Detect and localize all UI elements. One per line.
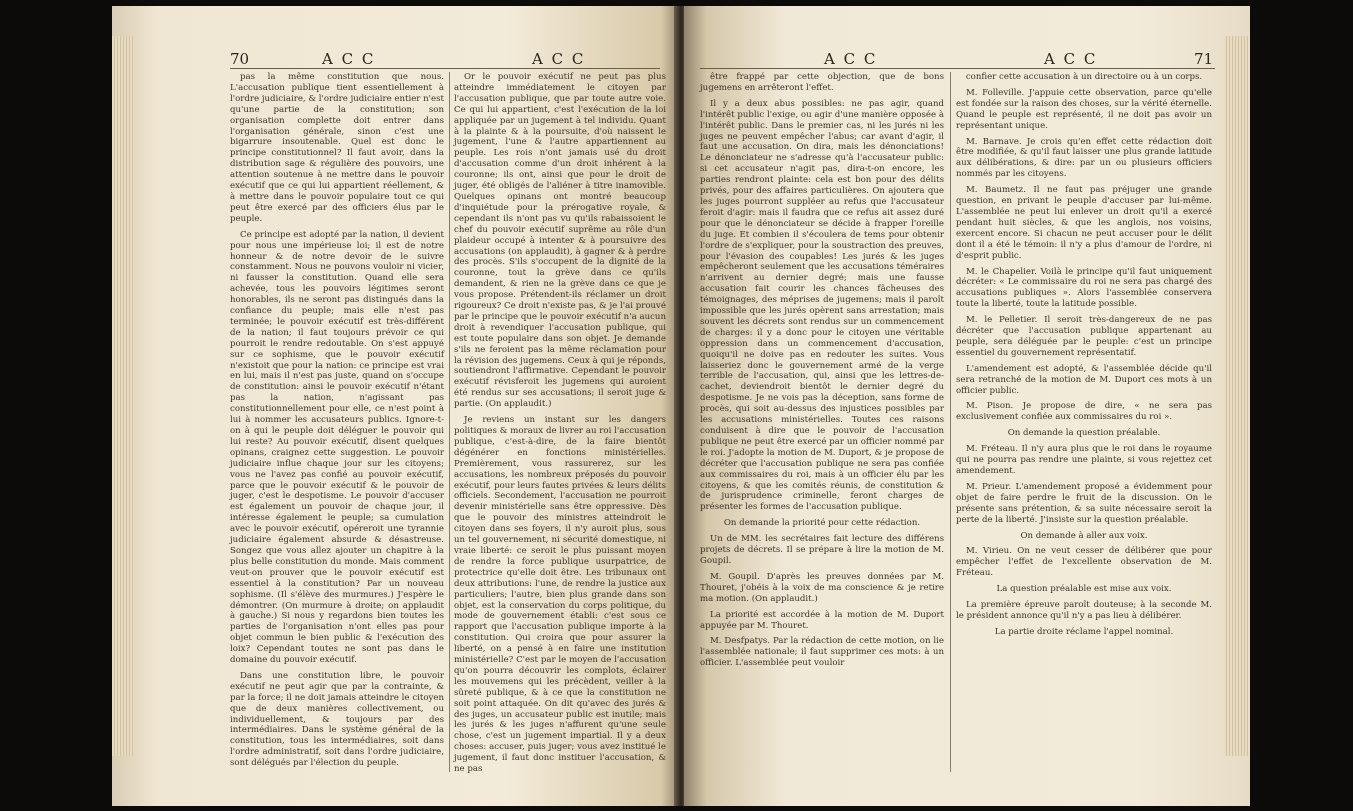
book-spread	[112, 6, 1250, 806]
running-head: A C C	[824, 50, 878, 68]
header-rule	[230, 68, 660, 69]
paragraph: La partie droite réclame l'appel nominal.	[994, 626, 1174, 637]
paragraph: M. Fréteau. Il n'y aura plus que le roi dans le royaume qui ne pourra pas rendre une plainte, si vous rejettez cet amendement.	[956, 444, 1212, 476]
paragraph: On demande la question préalable.	[1007, 428, 1161, 439]
paragraph: Je reviens un instant sur les dangers politiques & moraux de livrer au roi l'accusation publique, c'est-à-dire, de la faire bientôt dégénérer en fonctions ministérielles. Premièrement, vous rassurerez, sur les accusations, les nombreux préposés du pouvoir exécutif, pour leurs fautes privées & leurs délits officiels. Secondement, l'accusation ne pourroit devenir ministérielle sans être oppressive. Dès que le pouvoir des ministres atteindroit le citoyen dans ses foyers, il n'y auroit plus, sous un tel gouvernement, ni sécurité domestique, ni vraie liberté: ce seroit le plus puissant moyen de rendre la force publique usurpatrice, de protectrice qu'elle doit être. Les tribunaux ont deux attributions: l'une, de rendre la justice aux particuliers; l'autre, bien plus grande dans son objet, est la conservation du corps politique, du mode de gouvernement établi: c'est sous ce rapport que l'accusation publique importe à la constitution. Qui croira que pour assurer la liberté, on a pensé à en faire une institution ministérielle? C'est par le moyen de l'accusation qu'on pourra découvrir les complots, éclairer les mouvemens qui les précèdent, veiller à la sûreté publique, & à ce que la constitution ne soit point attaquée. On dit qu'avec des jurés & des juges, un accusateur public est inutile; mais les jurés & les juges n'affurent qu'une seule chose, c'est un jugement impartial. Il y a deux choses: accuser, puis juger; vous avez institué le jugement, il faut donc instituer l'accusation, & ne pas	[454, 415, 666, 775]
paragraph: On demande à aller aux voix.	[1020, 530, 1148, 541]
paragraph: La priorité est accordée à la motion de M. Duport appuyée par M. Thouret.	[700, 609, 944, 631]
page-edges	[1224, 36, 1250, 756]
paragraph: L'amendement est adopté, & l'assemblée décide qu'il sera retranché de la motion de M. Duport ces mots à un officier public.	[956, 363, 1212, 396]
paragraph: M. Folleville. J'appuie cette observation, parce qu'elle est fondée sur la raison des choses, sur la vérité éternelle. Quand le peuple est représenté, il ne doit pas avoir un représentant unique.	[956, 87, 1212, 131]
running-head: A C C	[1044, 50, 1098, 68]
page-number: 71	[1194, 50, 1214, 68]
paragraph: M. Virieu. On ne veut cesser de délibérer que pour empêcher l'effet de l'excellente observation de M. Fréteau.	[956, 546, 1212, 579]
text-column	[230, 72, 444, 802]
paragraph: M. le Chapelier. Voilà le principe qu'il faut uniquement décréter: « Le commissaire du roi ne sera pas chargé des accusations publiques ». Alors l'assemblée conservera toute la liberté, toute la latitude possible.	[956, 266, 1212, 310]
paragraph: La question préalable est mise aux voix.	[996, 584, 1172, 595]
paragraph: Dans une constitution libre, le pouvoir exécutif ne peut agir que par la contrainte, & par la force; il ne doit jamais atteindre le citoyen que de deux manières collectivement, ou individuellement, & toujours par des intermédiaires. Dans le système général de la constitution, tous les intermédiaires, soit dans l'ordre administratif, soit dans l'ordre judiciaire, sont délégués par l'élection du peuple.	[230, 670, 444, 769]
paragraph: confier cette accusation à un directoire ou à un corps.	[965, 72, 1203, 82]
paragraph: Or le pouvoir exécutif ne peut pas plus atteindre immédiatement le citoyen par l'accusation publique, que par toute autre voie. Ce qui lui appartient, c'est l'exécution de la loi appliquée par un jugement à tel individu. Quant à la plainte & à la poursuite, d'où naissent le jugement, l'une & l'autre appartiennent au peuple. Les rois n'ont jamais usé du droit d'accusation comme d'un droit inhérent à la couronne; ils ont, ainsi que pour le droit de juger, été obligés de l'aliéner à titre inamovible. Quelques opinans ont montré beaucoup d'inquiétude pour la prérogative royale, & cependant ils n'ont pas vu qu'ils rabaissoient le chef du pouvoir exécutif suprême au rôle d'un plaideur occupé à intenter & à poursuivre des accusations (on applaudit), à gagner & à perdre des procès. S'ils s'occupent de la dignité de la couronne, tout la grève dans ce qu'ils demandent, & rien ne la grève dans ce que je vous propose. Prétendent-ils réclamer un droit rigoureux? Ce droit n'existe pas, & je l'ai prouvé par le principe que le pouvoir exécutif n'a aucun droit à revendiquer l'accusation publique, qui est toute populaire dans son objet. Je demande s'ils ne feroient pas la même réclamation pour la révision des jugemens. Ceux à qui je réponds, soutiendront l'affirmative. Cependant le pouvoir exécutif révisferoit les jugemens qui auroient été rendus sur ses accusations; il seroit juge & partie. (On applaudit.)	[454, 72, 666, 410]
right-page	[684, 6, 1250, 806]
left-page	[112, 6, 678, 806]
paragraph: Un de MM. les secrétaires fait lecture des différens projets de décrets. Il se prépare à lire la motion de M. Goupil.	[700, 534, 944, 566]
running-head: A C C	[532, 50, 586, 68]
paragraph: M. Desfpatys. Par la rédaction de cette motion, on lie l'assemblée nationale; il faut supprimer ces mots: à un officier. L'assemblée peut vouloir	[700, 636, 944, 669]
paragraph: M. Prieur. L'amendement proposé a évidemment pour objet de faire perdre le fruit de la discussion. On le présente sans prétention, & sa suite nécessaire seroit la perte de la liberté. J'insiste sur la question préalable.	[956, 481, 1212, 525]
running-head: A C C	[322, 50, 376, 68]
paragraph: Ce principe est adopté par la nation, il devient pour nous une impérieuse loi; il est de notre honneur & de notre devoir de le suivre constamment. Nous ne pouvons vouloir ni vicier, ni fausser la constitution. Quand elle sera achevée, tous les pouvoirs légitimes seront honorables, ils ne seront pas distingués dans la confiance du peuple; mais elle n'est pas terminée; le pouvoir exécutif est très-différent de la nation; il faut toujours prévoir ce qui pourroit le rendre redoutable. On s'est appuyé sur ce sophisme, que le pouvoir exécutif n'existoit que pour la nation: ce principe est vrai en lui, mais il n'est pas juste, quand on s'occupe de constitution: ainsi le pouvoir exécutif n'étant pas la nation, n'agissant pas constitutionnellement pour elle, ce n'est point à lui à nommer les accusateurs publics. Ignore-t-on à qui le peuple doit déléguer le pouvoir qui lui reste? Au pouvoir exécutif, disent quelques opinans, craignez cette suggestion. Le pouvoir judiciaire influe chaque jour sur les citoyens; vous ne l'avez pas confié au pouvoir exécutif, parce que le pouvoir exécutif & le pouvoir de juger, c'est le despotisme. Le pouvoir d'accuser est également un pouvoir de chaque jour, il intéresse également le peuple; sa cumulation avec le pouvoir exécutif, opéreroit une tyrannie judiciaire également absurde & désastreuse. Songez que vous allez ajouter un chapitre à la plus belle constitution du monde. Mais comment veut-on prouver que le pouvoir exécutif est essentiel à la constitution? Par un nouveau sophisme. (Il s'élève des murmures.) J'espère le démontrer. (On murmure à droite; on applaudit à gauche.) Si nous y regardons bien toutes les parties de l'organisation n'ont elles pas pour objet commun le bien public & l'exécution des loix? Cependant toutes ne sont pas dans le domaine du pouvoir exécutif.	[230, 229, 444, 666]
column-rule	[449, 72, 450, 772]
paragraph: M. Baumetz. Il ne faut pas préjuger une grande question, en privant le peuple d'accuser par lui-même. L'assemblée ne peut lui enlever un droit qu'il a exercé pendant huit siècles, & que les anglois, nos voisins, exercent encore. Si chacun ne peut accuser pour le délit dont il a été le témoin: il n'y a plus d'amour de l'ordre, ni d'esprit public.	[956, 185, 1212, 261]
page-number: 70	[230, 50, 250, 68]
paragraph: M. le Pelletier. Il seroit très-dangereux de ne pas décréter que l'accusation publique appartenant au peuple, sera déléguée par le peuple: c'est un principe essentiel du gouvernement représentatif.	[956, 315, 1212, 358]
paragraph: M. Pison. Je propose de dire, « ne sera pas exclusivement confiée aux commissaires du roi ».	[956, 401, 1212, 423]
paragraph: M. Goupil. D'après les preuves données par M. Thouret, j'obéis à la voix de ma conscience & je retire ma motion. (On applaudit.)	[700, 571, 944, 604]
text-column	[700, 72, 944, 802]
text-column	[454, 72, 666, 802]
header-rule	[700, 68, 1215, 69]
paragraph: pas la même constitution que nous. L'accusation publique tient essentiellement à l'ordre judiciaire, & l'ordre judiciaire entier n'est qu'une partie de la constitution; son organisation complette doit entrer dans l'organisation générale, sinon c'est une bigarrure insoutenable. Quel est donc le principe constitutionnel? Il faut avoir, dans la distribution sage & régulière des pouvoirs, une attention soutenue à ne mettre dans le pouvoir exécutif que ce qui lui appartient réellement, & à mettre dans le pouvoir populaire tout ce qui peut être exercé par des officiers élus par le peuple.	[230, 72, 444, 224]
paragraph: La première épreuve paroît douteuse; à la seconde M. le président annonce qu'il n'y a pas lieu à délibérer.	[956, 600, 1212, 621]
paragraph: être frappé par cette objection, que de bons jugemens en arrêteront l'effet.	[700, 72, 944, 93]
text-column	[956, 72, 1212, 802]
column-rule	[950, 72, 951, 772]
paragraph: M. Barnave. Je crois qu'en effet cette rédaction doit être modifiée, & qu'il faut laisser une plus grande latitude aux délibérations, & dire: par un ou plusieurs officiers nommés par les citoyens.	[956, 136, 1212, 180]
paragraph: Il y a deux abus possibles: ne pas agir, quand l'intérêt public l'exige, ou agir d'une manière opposée à l'intérêt public. Dans le premier cas, ni les jurés ni les juges ne peuvent empêcher l'abus; car avant d'agir, il faut une accusation. On dira, mais les dénonciations! Le dénonciateur ne s'adresse qu'à l'accusateur public: si cet accusateur n'agit pas, dira-t-on encore, les parties rendront plainte: cela est bon pour des délits privés, pour des affaires particulières. On ajoutera que les juges pourront suppléer au refus que l'accusateur feroit d'agir: mais il faudra que ce refus ait assez duré pour que le dénonciateur se décide à frapper l'oreille du juge. Et combien il s'écoulera de tems pour obtenir l'ordre de s'expliquer, pour la soustraction des preuves, pour l'évasion des coupables! Les jurés & les juges empêcheront seulement que les accusations téméraires n'arrivent au dernier degré; mais une fausse accusation fait courir les chances fâcheuses des témoignages, des méprises de jugemens; mais il paroît impossible que les jurés opèrent sans arrestation; mais souvent les décrets sont rendus sur un commencement de charges: il y a donc pour le citoyen une véritable oppression dans un commencement d'accusation, quoiqu'il ne doive pas en redouter les suites. Vous laisseriez donc le gouvernement armé de la verge terrible de l'accusation, qui, ainsi que les lettres-de-cachet, deviendroit bientôt le dernier degré du despotisme. Je ne vois pas la déception, sans forme de procès, qui soit au-dessus des injustices possibles par les accusations ministérielles. Toutes ces raisons conduisent à dire que le pouvoir de l'accusation publique ne peut être exercé par un officier nommé par le roi. J'adopte la motion de M. Duport, & je propose de décréter que l'accusation publique ne sera pas confiée aux commissaires du roi, mais à un officier élu par les citoyens, & que les comités réunis, de constitution & de jurisprudence criminelle, feront charges de présenter les formes de l'accusation publique.	[700, 98, 944, 513]
paragraph: On demande la priorité pour cette rédaction.	[723, 518, 921, 529]
page-edges	[112, 36, 134, 756]
